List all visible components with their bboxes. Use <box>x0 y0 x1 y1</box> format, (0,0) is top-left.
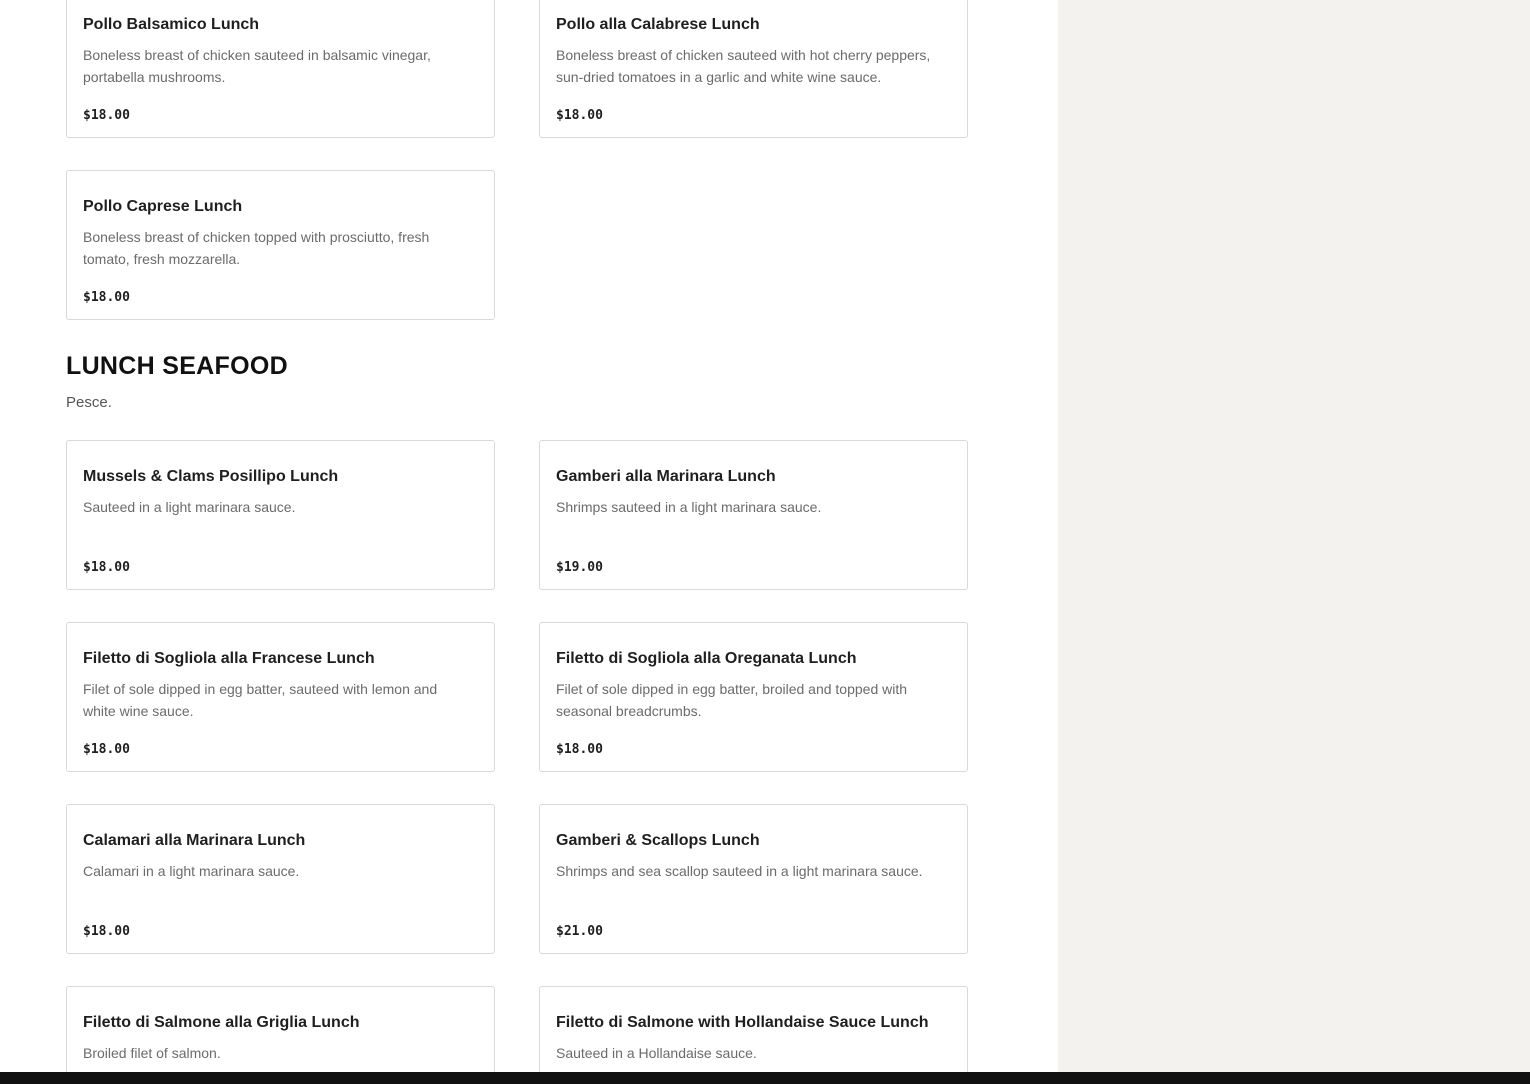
item-description: Broiled filet of salmon. <box>83 1045 221 1061</box>
menu-item-card[interactable] <box>539 622 968 772</box>
item-name: Filetto di Sogliola alla Oreganata Lunch <box>556 650 857 667</box>
item-name: Filetto di Sogliola alla Francese Lunch <box>83 650 375 667</box>
item-name: Pollo alla Calabrese Lunch <box>556 16 760 33</box>
item-description: Sauteed in a light marinara sauce. <box>83 499 296 515</box>
item-name: Mussels & Clams Posillipo Lunch <box>83 468 339 485</box>
item-price: $18.00 <box>83 742 130 757</box>
side-panel <box>1058 0 1530 1072</box>
item-price: $18.00 <box>556 108 603 123</box>
menu-item-card[interactable] <box>539 986 968 1072</box>
menu-item-card[interactable] <box>539 0 968 138</box>
item-name: Calamari alla Marinara Lunch <box>83 832 306 849</box>
menu-item-card[interactable] <box>66 440 495 590</box>
menu-item-card[interactable] <box>66 170 495 320</box>
item-description: Filet of sole dipped in egg batter, sauteed with lemon and white wine sauce. <box>83 681 438 719</box>
item-name: Filetto di Salmone with Hollandaise Sauce Lunch <box>556 1014 929 1031</box>
menu-item-card[interactable] <box>66 986 495 1072</box>
menu-item-card[interactable] <box>66 804 495 954</box>
menu-item-card[interactable] <box>66 0 495 138</box>
item-price: $18.00 <box>83 560 130 575</box>
section-description: Pesce. <box>66 394 112 411</box>
item-description: Calamari in a light marinara sauce. <box>83 863 300 879</box>
item-price: $19.00 <box>556 560 603 575</box>
item-price: $18.00 <box>556 742 603 757</box>
item-name: Pollo Balsamico Lunch <box>83 16 260 33</box>
item-description: Sauteed in a Hollandaise sauce. <box>556 1045 757 1061</box>
item-description: Filet of sole dipped in egg batter, broiled and topped with seasonal breadcrumbs. <box>556 681 908 719</box>
item-description: Boneless breast of chicken sauteed with hot cherry peppers, sun-dried tomatoes in a garlic and white wine sauce. <box>556 47 931 85</box>
item-description: Boneless breast of chicken topped with prosciutto, fresh tomato, fresh mozzarella. <box>83 229 430 267</box>
section-title: LUNCH SEAFOOD <box>66 352 288 380</box>
menu-item-card[interactable] <box>539 440 968 590</box>
item-description: Shrimps and sea scallop sauteed in a light marinara sauce. <box>556 863 923 879</box>
item-name: Gamberi alla Marinara Lunch <box>556 468 776 485</box>
item-price: $18.00 <box>83 924 130 939</box>
menu-item-card[interactable] <box>539 804 968 954</box>
item-description: Shrimps sauteed in a light marinara sauce. <box>556 499 822 515</box>
item-name: Filetto di Salmone alla Griglia Lunch <box>83 1014 360 1031</box>
item-name: Gamberi & Scallops Lunch <box>556 832 760 849</box>
item-description: Boneless breast of chicken sauteed in balsamic vinegar, portabella mushrooms. <box>83 47 431 85</box>
item-price: $18.00 <box>83 108 130 123</box>
item-name: Pollo Caprese Lunch <box>83 198 243 215</box>
item-price: $21.00 <box>556 924 603 939</box>
item-price: $18.00 <box>83 290 130 305</box>
menu-item-card[interactable] <box>66 622 495 772</box>
bottom-bar <box>0 1072 1530 1084</box>
